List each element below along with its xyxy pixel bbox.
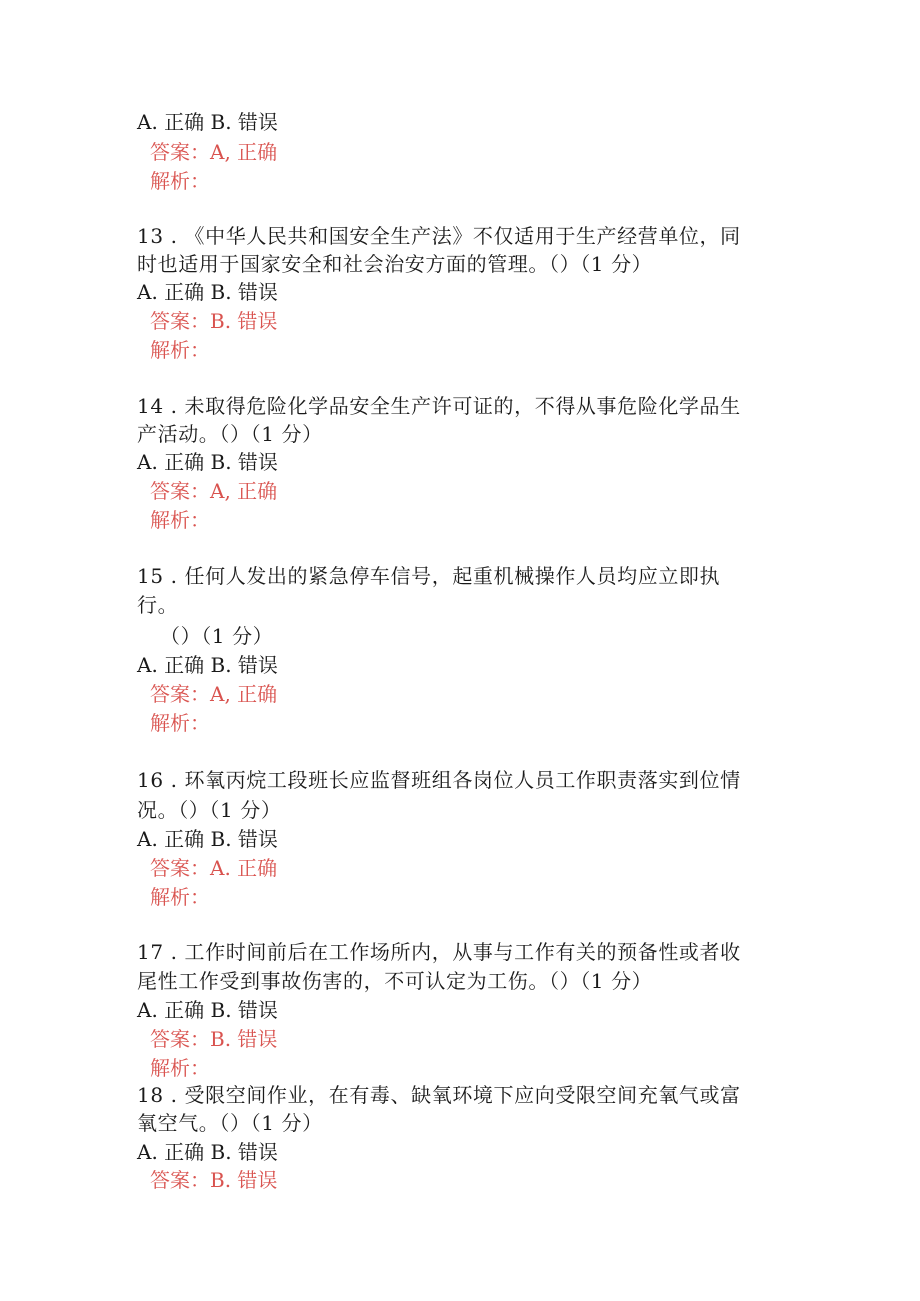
options-text: A. 正确 B. 错误 [137,110,278,134]
question-14-line-1: 14 . 未取得危险化学品安全生产许可证的，不得从事危险化学品生 [137,394,741,418]
question-17-line-1: 17 . 工作时间前后在工作场所内，从事与工作有关的预备性或者收 [137,940,741,964]
question-16-options: A. 正确 B. 错误 [137,827,278,851]
question-18-options: A. 正确 B. 错误 [137,1140,278,1164]
question-15-answer: 答案：A, 正确 [150,682,278,706]
analysis-label: 解析： [150,169,210,193]
question-13-line-2: 时也适用于国家安全和社会治安方面的管理。（）（1 分） [137,252,653,276]
question-17-line-2: 尾性工作受到事故伤害的，不可认定为工伤。（）（1 分） [137,969,653,993]
question-17-answer: 答案：B. 错误 [150,1027,278,1051]
question-18-answer: 答案：B. 错误 [150,1168,278,1192]
question-13-options: A. 正确 B. 错误 [137,280,278,304]
question-14-options: A. 正确 B. 错误 [137,450,278,474]
question-14-line-2: 产活动。（）（1 分） [137,422,323,446]
question-17-analysis: 解析： [150,1056,210,1080]
question-15-line-3: （）（1 分） [160,624,274,648]
question-13-analysis: 解析： [150,338,210,362]
answer-text: 答案：A, 正确 [150,140,278,164]
question-15-line-2: 行。 [137,593,179,617]
question-15-line-1: 15 . 任何人发出的紧急停车信号，起重机械操作人员均应立即执 [137,564,721,588]
question-15-options: A. 正确 B. 错误 [137,653,278,677]
question-16-line-1: 16 . 环氧丙烷工段班长应监督班组各岗位人员工作职责落实到位情 [137,768,741,792]
question-14-analysis: 解析： [150,508,210,532]
question-16-analysis: 解析： [150,885,210,909]
question-13-answer: 答案：B. 错误 [150,309,278,333]
question-15-analysis: 解析： [150,711,210,735]
question-13-line-1: 13 . 《中华人民共和国安全生产法》不仅适用于生产经营单位，同 [137,224,741,248]
question-18-line-2: 氧空气。（）（1 分） [137,1111,323,1135]
question-14-answer: 答案：A, 正确 [150,479,278,503]
question-16-answer: 答案：A. 正确 [150,856,278,880]
question-18-line-1: 18 . 受限空间作业，在有毒、缺氧环境下应向受限空间充氧气或富 [137,1083,741,1107]
question-17-options: A. 正确 B. 错误 [137,998,278,1022]
question-16-line-2: 况。（）（1 分） [137,798,282,822]
